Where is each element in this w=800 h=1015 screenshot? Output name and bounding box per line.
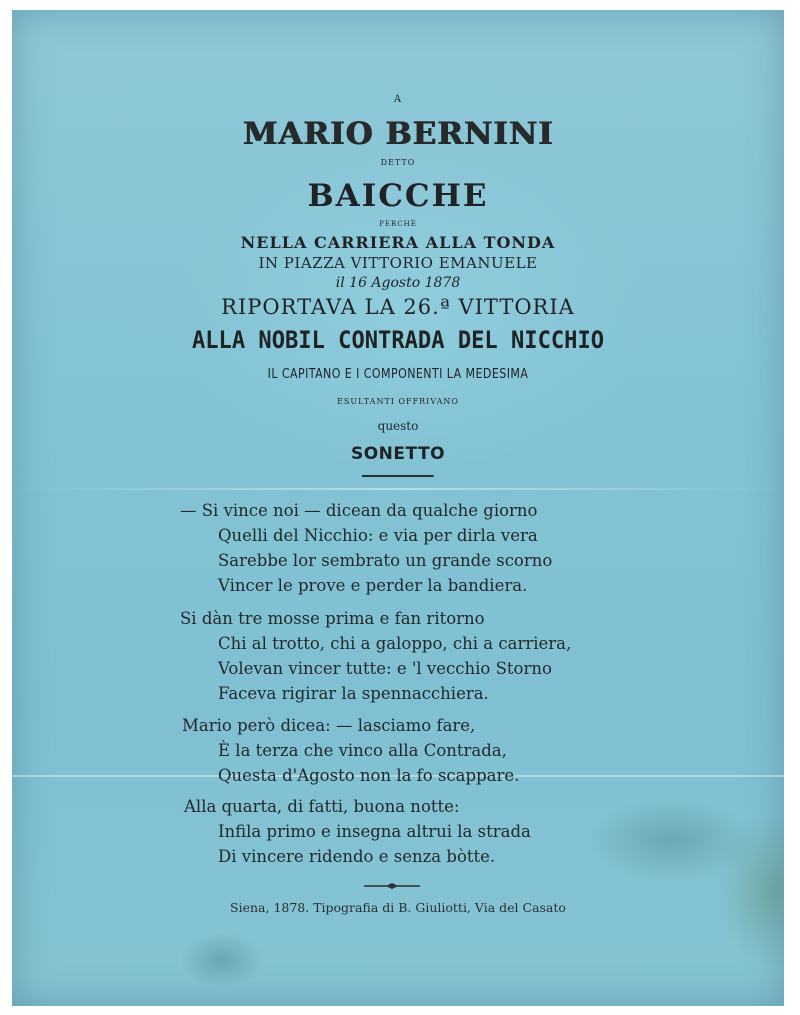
capitano-line: IL CAPITANO E I COMPONENTI LA MEDESIMA bbox=[267, 367, 529, 382]
esultanti-line: ESULTANTI OFFRIVANO bbox=[337, 397, 459, 406]
victory-line: RIPORTAVA LA 26.ª VITTORIA bbox=[221, 295, 575, 319]
title-rule bbox=[362, 475, 434, 477]
poem-line: Si dàn tre mosse prima e fan ritorno bbox=[180, 609, 485, 628]
stanza-4 bbox=[12, 794, 531, 869]
poem-line: Vincer le prove e perder la bandiera. bbox=[218, 576, 528, 595]
piazza-line: IN PIAZZA VITTORIO EMANUELE bbox=[258, 254, 538, 272]
nickname: BAICCHE bbox=[307, 178, 489, 214]
poem-line: Chi al trotto, chi a galoppo, chi a carriera, bbox=[218, 634, 572, 653]
poem-line: È la terza che vinco alla Contrada, bbox=[218, 741, 507, 760]
poem-line: Sarebbe lor sembrato un grande scorno bbox=[218, 551, 553, 570]
ornament-divider bbox=[362, 882, 422, 890]
broadside-sheet bbox=[12, 10, 784, 1006]
poem-line: Infila primo e insegna altrui la strada bbox=[218, 822, 531, 841]
dedication-a: A bbox=[393, 94, 403, 105]
poem-line: Volevan vincer tutte: e 'l vecchio Storno bbox=[218, 659, 552, 678]
stanza-3 bbox=[12, 713, 520, 788]
poem-line: Di vincere ridendo e senza bòtte. bbox=[218, 847, 496, 866]
sonetto-title: SONETTO bbox=[350, 444, 446, 464]
honoree-name: MARIO BERNINI bbox=[242, 116, 554, 152]
poem-line: Faceva rigirar la spennacchiera. bbox=[218, 684, 489, 703]
poem-line: Alla quarta, di fatti, buona notte: bbox=[184, 797, 460, 816]
stanza-1 bbox=[12, 498, 553, 598]
perche-label: PERCHÈ bbox=[379, 220, 417, 228]
poem-line: Quelli del Nicchio: e via per dirla vera bbox=[218, 526, 538, 545]
paper-fold bbox=[12, 488, 784, 490]
poem-line: — Si vince noi — dicean da qualche giorno bbox=[180, 501, 538, 520]
stanza-2 bbox=[12, 606, 572, 706]
detto-label: DETTO bbox=[380, 158, 416, 167]
poem-line: Questa d'Agosto non la fo scappare. bbox=[218, 766, 520, 785]
contrada-line: ALLA NOBIL CONTRADA DEL NICCHIO bbox=[191, 326, 605, 354]
date-line: il 16 Agosto 1878 bbox=[335, 275, 461, 291]
questo-line: questo bbox=[377, 419, 419, 433]
race-line: NELLA CARRIERA ALLA TONDA bbox=[240, 233, 556, 252]
printer-colophon: Siena, 1878. Tipografia di B. Giuliotti, Via del Casato bbox=[230, 900, 566, 915]
poem-line: Mario però dicea: — lasciamo fare, bbox=[182, 716, 476, 735]
